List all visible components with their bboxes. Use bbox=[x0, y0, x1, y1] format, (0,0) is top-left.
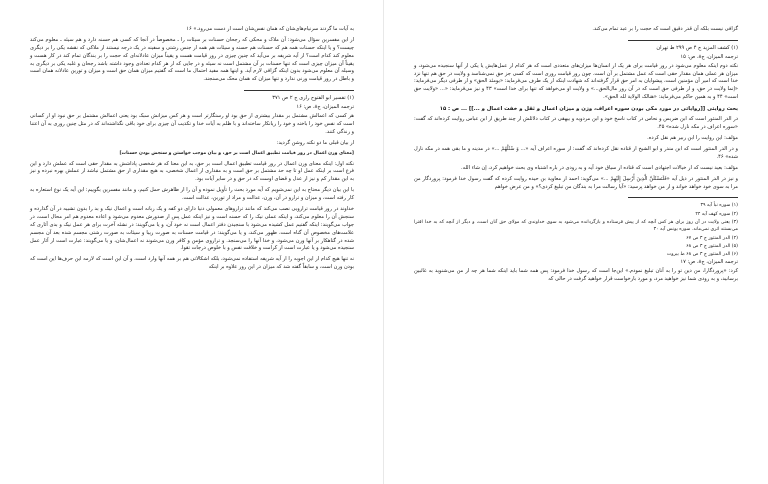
page-reference: ترجمه المیزان، ج‏۸، ص: ۱۶ bbox=[296, 104, 354, 111]
page-reference: ترجمه المیزان، ج‏۸، ص: ۱۵ bbox=[680, 53, 738, 60]
paragraph: گزافی نیست بلکه آن قدر دقیق است که حجت را بر عبد تمام می‌کند. bbox=[592, 26, 738, 32]
left-column bbox=[30, 26, 354, 275]
footnote-reference: (۱) تفسیر ابو الفتوح رازی ج ۲ ص ۳۷۱ bbox=[272, 95, 354, 102]
paragraph: کرد: «پروردگارا، من دین تو را به آنان تبلیغ نمودم.» این‌جا است که رسول خدا فرمود: پس همه شما باید اینکه شما هر چه از من می‌شنوید به غائبین برسانید، و به زودی شما نیز خواهید مرد، و مورد بازخواست قرار خواهید گرفت در حالی که bbox=[414, 268, 738, 283]
footnote: (۳) یعنی ولایت در آن روز برای هر کس آنچه که از پیش فرستاده و بازگردانده می‌شود به سوی خداوندی که مولای حق آنان است، و دیگر از آنچه که به خدا افترا می‌بستند اثری نمی‌ماند. سوره یونس آیه ۳۰ bbox=[414, 220, 738, 233]
paragraph: و در الدر المنثور است که ابن منذر و ابو الشیخ از قتاده نقل کرده‌اند که گفت: از سوره اعراف آیه «... وَ سْئَلْهُمْ ...» در مدینه و ما بقی همه در مکه نازل شده» ۴۶. bbox=[414, 146, 738, 160]
paragraph: از این مفسرین سؤال می‌شود: آن ملاک و محکی که رجحان حسنات بر سیئات را ـ مخصوصاً در آنجا که کسی هم حسنه دارد و هم سیئه ـ معلوم می‌کند چیست؟ و یا اینکه حسنات همه هم که حسنات هم حسنه و سیئات هم همه از جنس زشتی و سفینه در یک درجه نیستند از ملاکی که نقشه یکی را بر دیگری معلوم کند کدام است؟ از آیه شریفه بر می‌آید که چنین چیزی در روز قیامت هست و یقیناً میزان عادلانه‌ای که حجت را بر بندگان تمام کند در کار هست و یقیناً آن میزان چیزی است که تنها حسنات بر آن مشتمل است نه سیئه و در جایی که از هر کدام تعدادی وجود داشته باشد رجحان و غلبه یکی بر دیگری به وسیله آن معلوم می‌شود بدون اینکه گزافی لازم آید. و اینها همه مفید احتمال ما است که گفتیم میزان همان حق است و میزان و توزین عادلانه همان است و باطل در روز قیامت وزنی ندارد و تنها میزان که همان محک می‌سنجند. bbox=[30, 36, 354, 83]
paragraph: و نیز در الدر المنثور در ذیل آیه «فَلَنَسْئَلَنَّ الَّذِينَ أُرْسِلَ إِلَيْهِمْ ...» می‌گوید: احمد از معاویة بن حیده روایت کرده که گفت رسول خدا فرمود: پروردگار من مرا به سوی خود خواهد خواند و از من خواهد پرسید: «آیا رسالت مرا به بندگان من تبلیغ کردی؟» و من عرض خواهم bbox=[414, 175, 738, 190]
footnote-rule bbox=[628, 197, 738, 198]
right-column bbox=[414, 26, 738, 287]
paragraph: هر کسی که اعمالش مشتمل بر مقدار بیشتری از حق بود او رستگارتر است و هر کس میزانش سبک بود یعنی اعمالش مشتمل بر حق نبود او از کسانی است که نفس خود را باخته و خود را زیانکار ساخته‌اند و با ظلم به آیات خدا و تکذیب آن چیزی برای خود باقی نگذاشته‌اند که در مثل چنین روزی به آن اعتنا و زندگی کنند. bbox=[30, 113, 354, 135]
right-page bbox=[384, 0, 768, 484]
footnote: (۴) الدر المنثور ج ۳ ص ۶۷ bbox=[686, 235, 738, 241]
section-subtitle: [معنای وزن اعمال در روز قیامت تطبیق اعمال است بر حق، و بیان موجب خواستن و سنجش بودن حسنات] bbox=[119, 150, 354, 156]
paragraph: نه تنها هیچ کدام از این اجوبه را از آیه شریفه استفاده نمی‌شود، بلکه اشکالاتی هم بر همه آنها وارد است، و آن این است که لازمه این حرف‌ها این است که بودن وزن است، و سابقاً گفته شد که میزان در این روز علاوه بر اینکه bbox=[30, 256, 354, 271]
paragraph: مؤلف: بعید نیست که از خیالات اجتهادی است که قتاده از سیاق خود آیه و به زودی در باره اشتباه وی بحث خواهیم کرد، إن شاء الله. bbox=[461, 164, 738, 171]
page-reference: ترجمه المیزان، ج‏۸، ص: ۱۷ bbox=[680, 259, 738, 266]
paragraph: مؤلف: این روایت را ابن زبیر هم نقل کرده. bbox=[647, 135, 738, 142]
paragraph: با این بیان دیگر محتاج به این نمی‌شویم که آیه مورد بحث را تأویل نموده و آن را از ظاهرش حمل کنیم، و مانند مفسرین بگوییم: این آیه یک نوع استعاره به کار رفته است، و میزان و ترازو در آن، وزن، عدالت و مراد از توزین، عدالت است. bbox=[30, 187, 354, 202]
paragraph: خداوند در روز قیامت ترازویی نصب می‌کند که مانند ترازوهای معمولی دنیا دارای دو کفه و یک زبانه است و اعمال نیک و بد را بدون تشبیه در آن گذارده و سنجش آن را معلوم می‌کند، و اینکه عملی نیک را که حسنه است و نیز اینکه عمل پس از صدورش معدوم می‌شود و اعاده معدوم هم امر محال است، در جواب می‌گویند: اینکه گفتیم عمل کشیده می‌شود با سنجیدن دفتر اعمال است نه خود آن، و یا می‌گویند: در نشئه آخرت برای هر عمل نیک و بدی آثاری که علامت‌های مخصوص آن گناه است، ظهور می‌کند، و یا می‌گویند: در قیامت حسنات به صورت زیبا و سیئات به صورت زشتی مجسم شده بعد آن مجسم شده در گناهکار بر آنها وزن می‌شود، و خدا آنها را می‌سنجد. و ترازوی مؤمن و کافر وزن می‌شوند نه اعمال‌شان، و یا می‌گویند: عبارت است از آثار عمل سنجیده می‌شود و یا عبارت است از کرامت و خلافت نفس و با خلوص درجات تقوا. bbox=[30, 206, 354, 252]
footnote-rule bbox=[628, 40, 738, 41]
footnote: (۶) الدر المنثور ج ۳ ص ۶۸ ط بیروت bbox=[666, 252, 738, 258]
paragraph: در الدر المنثور است که ابن ضریس و نحاس در کتاب ناسخ خود و ابن مردویه و بیهقی در کتاب دلائلش از چند طریق از ابن عباس روایت کرده‌اند که گفت: «سوره اعراف در مکه نازل شده» ۴۵. bbox=[414, 116, 738, 131]
section-heading: بحث روایتی [[روایاتی در مورد مکی بودن سوره اعراف، وزن و میزان اعمال و ثقل و خفت اعمال و ...]] ... ص : ۱۵ bbox=[439, 106, 738, 113]
paragraph: به آیات ما گردند سرنیام‌های‌شان که همان نفس‌شان است از دست می‌رود.» ۱۶ bbox=[186, 26, 354, 32]
footnote-reference: (۱) کشف المزید ج ۴ ص ۲۹۹ ط تهران bbox=[656, 44, 738, 51]
footnote: (۵) الدر المنثور ج ۳ ص ۶۸ bbox=[686, 243, 738, 249]
footnote-rule bbox=[244, 90, 354, 91]
footnote: (۱) سوره نبأ آیه ۳۹ bbox=[700, 203, 738, 209]
paragraph: از بیان قبلی ما دو نکته روشن گردید: bbox=[276, 139, 354, 146]
footnote: (۲) سوره کهف آیه ۴۴ bbox=[695, 211, 738, 217]
paragraph: نکته اول: اینکه معنای وزن اعمال در روز قیامت تطبیق اعمال است بر حق، به این معنا که هر شخصی پاداشش به مقدار حقی است که عملش دارد و این فرع است بر اینکه عمل او تا چه حد مشتمل بر حق است و به مقداری از اعمال شخصی، به هیچ مقداری از حق مشتمل نباشد از عملش بهره نبرده و نیز به این مقدار کم و نیز از عدل و قضای اوست که در حق و در سایر آیات بود. bbox=[30, 160, 354, 183]
paragraph: نکته دوم اینکه معلوم می‌شود در روز قیامت برای هر یک از انسان‌ها میزان‌های متعددی است که هر کدام از عمل‌هایش یا یکی از آنها سنجیده می‌شود، و میزان هر عملی همان مقدار حقی است که عمل مشتمل بر آن است. چون روز قیامت روزی است که کسی جز حق نمی‌شناسد و ولایت در حق هم تنها نزد خدا است که امیر آن مؤمنین است، پیشوایان به امر حق قرار گرفته‌اند که شهادت اینکه از یک طرف می‌فرماید: «یومئذ الحق» و از طرفی دیگر می‌فرماید: «إنما ولایت در حق، و از طرفی حق است که در آن روز مال‌الحق...» و ولایت او می‌خواهد که تنها برای خدا است» ۴۳ و نیز می‌فرماید: «... «ولایت حق است» ۴۴ و به همین حاکم می‌فرماید: «هنالک الولایة لله الحق». bbox=[414, 62, 738, 101]
